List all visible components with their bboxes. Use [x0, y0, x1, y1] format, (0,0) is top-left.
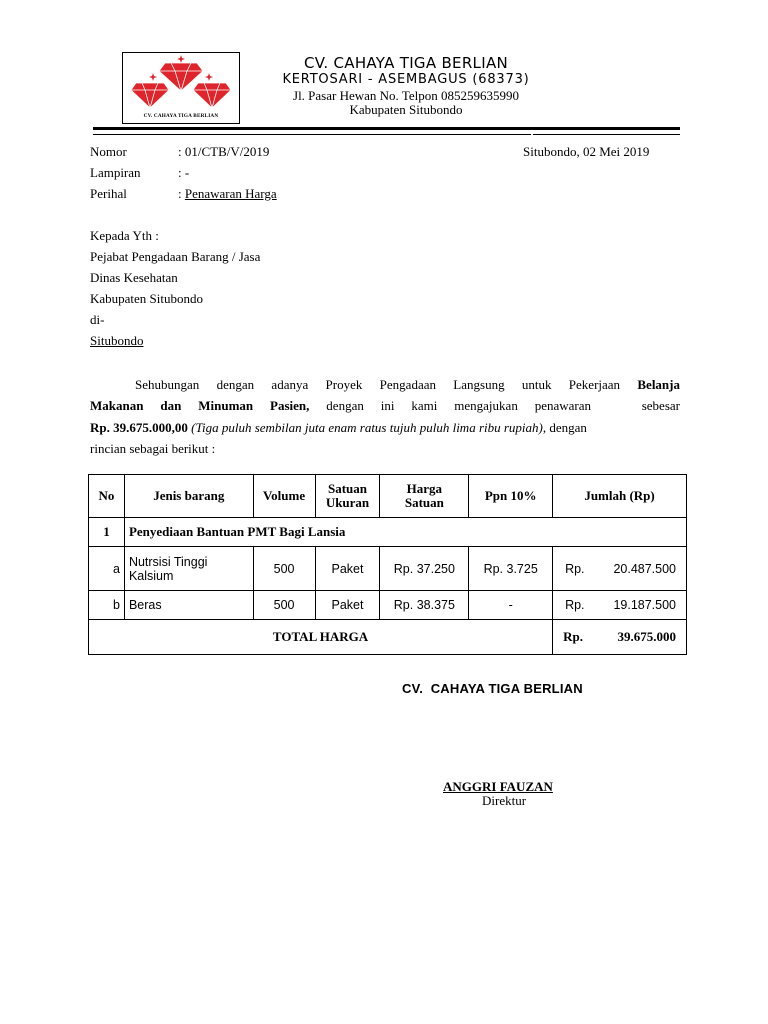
- header-jumlah: Jumlah (Rp): [553, 475, 687, 518]
- table-group-row: [89, 518, 687, 547]
- row-item-line2: Kalsium: [128, 568, 174, 583]
- row-no: b: [89, 591, 125, 620]
- company-street: Jl. Pasar Hewan No. Telpon 085259635990: [293, 88, 519, 103]
- body-line-4: rincian sebagai berikut :: [90, 440, 216, 456]
- table-row: [89, 591, 687, 620]
- company-address: KERTOSARI - ASEMBAGUS (68373): [282, 72, 530, 87]
- lampiran-label: Lampiran: [90, 165, 141, 180]
- perihal-row: [178, 186, 277, 201]
- body-line-1: [90, 374, 680, 395]
- perihal-colon: :: [178, 186, 185, 201]
- signature-title: Direktur: [482, 793, 527, 808]
- signature-name: ANGGRI FAUZAN: [443, 779, 553, 794]
- body-paragraph: [90, 374, 680, 459]
- row-volume: 500: [253, 547, 315, 591]
- nomor-label: Nomor: [90, 144, 127, 159]
- row-price: Rp. 38.375: [380, 591, 469, 620]
- body-text: dengan ini kami mengajukan penawaran sebesar: [309, 398, 680, 414]
- row-volume: 500: [253, 591, 315, 620]
- row-ppn: -: [469, 591, 553, 620]
- row-amount: [553, 591, 687, 620]
- company-regency: Kabupaten Situbondo: [349, 102, 463, 117]
- header-volume: Volume: [253, 475, 315, 518]
- company-logo: [122, 52, 240, 124]
- body-bold: Makanan dan Minuman Pasien,: [90, 398, 310, 414]
- row-amount-currency: Rp.: [565, 561, 585, 576]
- total-amount: [553, 620, 687, 655]
- nomor-value: : 01/CTB/V/2019: [178, 144, 270, 159]
- row-unit: Paket: [315, 547, 380, 591]
- lampiran-value: : -: [178, 165, 190, 180]
- header-jenis: Jenis barang: [124, 475, 253, 518]
- row-amount-value: 19.187.500: [613, 598, 676, 612]
- place-date: Situbondo, 02 Mei 2019: [523, 144, 650, 159]
- header-ppn: Ppn 10%: [469, 475, 553, 518]
- row-amount-currency: Rp.: [565, 598, 585, 612]
- letterhead-rule-thin-right: [533, 134, 680, 135]
- body-bold: Rp. 39.675.000,00: [90, 419, 188, 435]
- body-line-3: [90, 417, 680, 438]
- row-price: Rp. 37.250: [380, 547, 469, 591]
- row-amount: [553, 547, 687, 591]
- header-satuan-line1: Satuan: [327, 481, 368, 496]
- row-no: a: [89, 547, 125, 591]
- total-value: 39.675.000: [617, 629, 676, 644]
- diamond-logo-icon: [123, 53, 239, 115]
- total-currency: Rp.: [563, 629, 583, 644]
- header-no: No: [89, 475, 125, 518]
- table-header-row: [89, 475, 687, 518]
- row-ppn: Rp. 3.725: [469, 547, 553, 591]
- body-text: Sehubungan dengan adanya Proyek Pengadaan Langsung untuk Pekerjaan: [135, 377, 638, 392]
- body-text: , dengan: [542, 419, 587, 435]
- perihal-label: Perihal: [90, 186, 127, 201]
- table-row: [89, 547, 687, 591]
- recipient-line: Dinas Kesehatan: [90, 270, 178, 285]
- body-bold: Belanja: [637, 377, 680, 392]
- recipient-line: Kepada Yth :: [90, 228, 159, 243]
- recipient-line: Kabupaten Situbondo: [90, 291, 204, 306]
- group-title: Penyediaan Bantuan PMT Bagi Lansia: [124, 518, 686, 547]
- logo-caption: CV. CAHAYA TIGA BERLIAN: [143, 113, 219, 119]
- recipient-line: Pejabat Pengadaan Barang / Jasa: [90, 249, 261, 264]
- row-unit: Paket: [315, 591, 380, 620]
- header-harga-line2: Satuan: [404, 495, 444, 510]
- header-satuan: [315, 475, 380, 518]
- row-item: [124, 547, 253, 591]
- company-name: CV. CAHAYA TIGA BERLIAN: [303, 54, 509, 72]
- header-harga: [380, 475, 469, 518]
- perihal-value: Penawaran Harga: [184, 186, 277, 201]
- table-total-row: [89, 620, 687, 655]
- row-item: Beras: [124, 591, 253, 620]
- row-amount-value: 20.487.500: [613, 561, 676, 576]
- signature-company: CV. CAHAYA TIGA BERLIAN: [402, 681, 583, 696]
- letterhead-rule-thick: [93, 127, 680, 130]
- row-item-line1: Nutrsisi Tinggi: [128, 554, 208, 569]
- header-harga-line1: Harga: [406, 481, 443, 496]
- header-satuan-line2: Ukuran: [325, 495, 370, 510]
- body-line-2: [90, 395, 680, 416]
- recipient-line: di-: [90, 312, 105, 327]
- total-label: TOTAL HARGA: [89, 620, 553, 655]
- recipient-city: Situbondo: [90, 333, 144, 348]
- price-table: [88, 474, 687, 655]
- body-italic: (Tiga puluh sembilan juta enam ratus tujuh puluh lima ribu rupiah): [187, 419, 543, 435]
- letterhead-rule-thin: [93, 134, 531, 135]
- group-no: 1: [89, 518, 125, 547]
